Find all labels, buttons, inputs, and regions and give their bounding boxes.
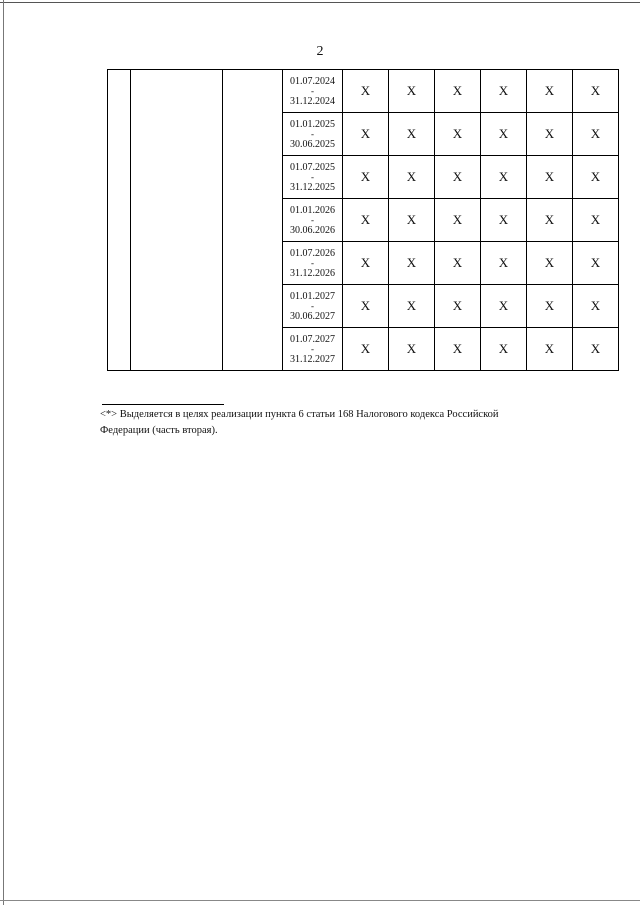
mark-cell: X [343,70,389,113]
period-end: 31.12.2024 [290,95,335,107]
mark-cell: X [435,70,481,113]
mark-cell: X [527,285,573,328]
period-dash: - [311,128,314,139]
mark-cell: X [481,328,527,371]
scan-edge-bottom [0,900,640,901]
period-start: 01.07.2025 [290,161,335,173]
period-cell [283,156,343,199]
period-cell [283,242,343,285]
table-row [108,70,619,113]
period-cell [283,70,343,113]
mark-cell: X [481,156,527,199]
mark-cell: X [481,285,527,328]
mark-cell: X [389,199,435,242]
page-number: 2 [316,44,324,59]
mark-cell: X [389,242,435,285]
period-end: 31.12.2025 [290,181,335,193]
period-start: 01.07.2024 [290,75,335,87]
mark-cell: X [573,285,619,328]
mark-cell: X [573,242,619,285]
mark-cell: X [527,199,573,242]
mark-cell: X [435,199,481,242]
mark-cell: X [343,156,389,199]
mark-cell: X [343,285,389,328]
mark-cell: X [343,199,389,242]
mark-cell: X [389,156,435,199]
mark-cell: X [389,328,435,371]
mark-cell: X [527,70,573,113]
period-dash: - [311,214,314,225]
period-table [107,69,619,371]
mark-cell: X [527,113,573,156]
mark-cell: X [343,242,389,285]
mark-cell: X [481,70,527,113]
mark-cell: X [527,328,573,371]
period-start: 01.01.2025 [290,118,335,130]
mark-cell: X [527,156,573,199]
period-dash: - [311,257,314,268]
mark-cell: X [435,113,481,156]
mark-cell: X [527,242,573,285]
mark-cell: X [343,328,389,371]
period-dash: - [311,85,314,96]
mark-cell: X [573,328,619,371]
period-start: 01.07.2026 [290,247,335,259]
footnote-text: <*> Выделяется в целях реализации пункта 6 статьи 168 Налогового кодекса Российской Федерации (часть вторая). [100,409,499,436]
period-cell [283,328,343,371]
mark-cell: X [435,242,481,285]
mark-cell: X [435,285,481,328]
period-dash: - [311,171,314,182]
mark-cell: X [481,113,527,156]
period-end: 30.06.2026 [290,224,335,236]
period-end: 30.06.2025 [290,138,335,150]
mark-cell: X [573,199,619,242]
period-cell [283,285,343,328]
period-end: 31.12.2027 [290,353,335,365]
mark-cell: X [573,156,619,199]
scan-edge-left [3,0,4,905]
mark-cell: X [389,113,435,156]
scan-edge-top [0,2,640,3]
period-cell [283,199,343,242]
mark-cell: X [573,70,619,113]
period-start: 01.01.2026 [290,204,335,216]
period-end: 30.06.2027 [290,310,335,322]
mark-cell: X [435,328,481,371]
mark-cell: X [481,242,527,285]
footnote-separator [102,404,224,405]
mark-cell: X [573,113,619,156]
empty-cell-name [131,70,223,371]
empty-cell-number [108,70,131,371]
mark-cell: X [481,199,527,242]
period-start: 01.07.2027 [290,333,335,345]
period-dash: - [311,300,314,311]
empty-cell-code [223,70,283,371]
mark-cell: X [389,285,435,328]
period-end: 31.12.2026 [290,267,335,279]
period-cell [283,113,343,156]
mark-cell: X [343,113,389,156]
mark-cell: X [389,70,435,113]
period-dash: - [311,343,314,354]
mark-cell: X [435,156,481,199]
period-start: 01.01.2027 [290,290,335,302]
